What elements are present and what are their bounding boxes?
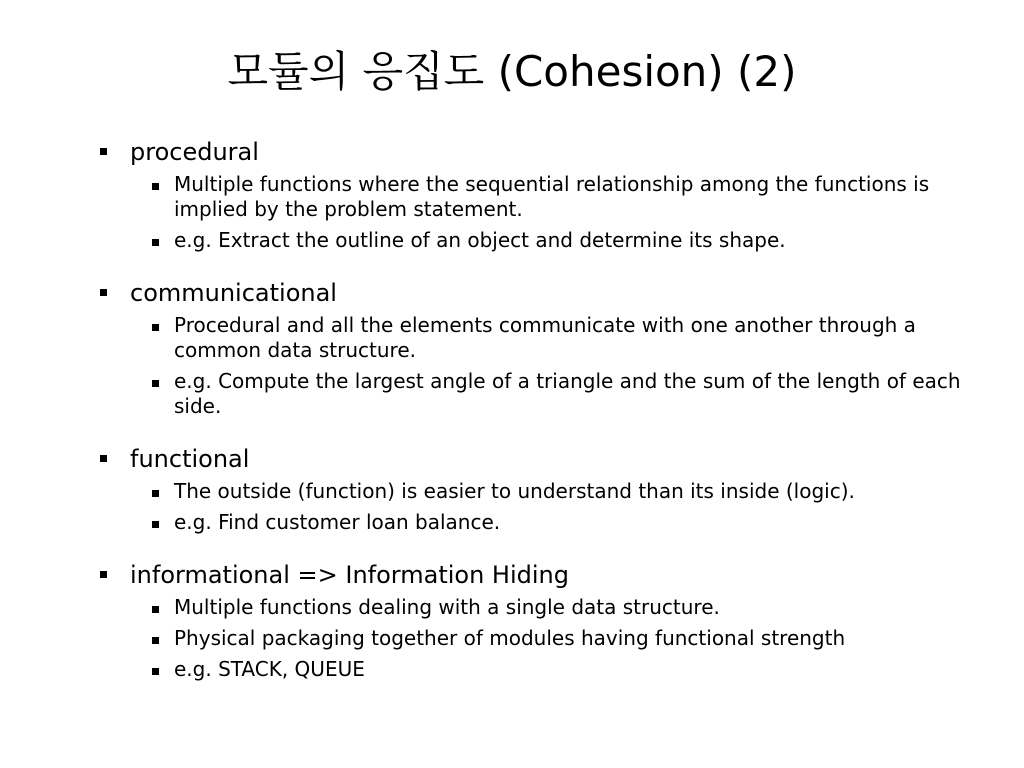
sub-item — [96, 310, 1006, 366]
sub-item — [96, 507, 1006, 538]
square-bullet-icon — [152, 324, 159, 331]
section-heading-text: informational => Information Hiding — [130, 561, 569, 589]
section-heading-text: functional — [130, 445, 250, 473]
slide-content — [96, 135, 1006, 705]
sub-list — [96, 310, 1006, 422]
sub-list — [96, 592, 1006, 685]
sub-item-text: e.g. Find customer loan balance. — [174, 510, 501, 534]
square-bullet-icon — [152, 380, 159, 387]
square-bullet-icon — [152, 490, 159, 497]
section-informational — [96, 558, 1006, 685]
sub-item-text: Multiple functions dealing with a single data structure. — [174, 595, 720, 619]
sub-item — [96, 623, 1006, 654]
sub-list — [96, 476, 1006, 538]
sub-item-text: e.g. Extract the outline of an object and determine its shape. — [174, 228, 786, 252]
section-heading — [96, 276, 1006, 310]
section-communicational — [96, 276, 1006, 422]
sub-item-text: Physical packaging together of modules having functional strength — [174, 626, 846, 650]
square-bullet-icon — [152, 239, 159, 246]
sub-item — [96, 592, 1006, 623]
square-bullet-icon — [100, 289, 107, 296]
sub-item-text: The outside (function) is easier to understand than its inside (logic). — [174, 479, 855, 503]
section-heading — [96, 135, 1006, 169]
sub-item — [96, 169, 1006, 225]
square-bullet-icon — [152, 668, 159, 675]
square-bullet-icon — [152, 183, 159, 190]
square-bullet-icon — [152, 606, 159, 613]
sub-item — [96, 476, 1006, 507]
section-heading — [96, 442, 1006, 476]
section-functional — [96, 442, 1006, 538]
square-bullet-icon — [100, 571, 107, 578]
sub-list — [96, 169, 1006, 256]
section-heading-text: communicational — [130, 279, 337, 307]
square-bullet-icon — [152, 521, 159, 528]
section-heading-text: procedural — [130, 138, 259, 166]
sub-item — [96, 225, 1006, 256]
sub-item — [96, 366, 1006, 422]
sub-item-text: Multiple functions where the sequential relationship among the functions is implied by the problem statement. — [174, 172, 930, 221]
sub-item — [96, 654, 1006, 685]
sub-item-text: Procedural and all the elements communicate with one another through a common data structure. — [174, 313, 916, 362]
section-procedural — [96, 135, 1006, 256]
square-bullet-icon — [100, 148, 107, 155]
sub-item-text: e.g. Compute the largest angle of a triangle and the sum of the length of each side. — [174, 369, 961, 418]
square-bullet-icon — [152, 637, 159, 644]
section-heading — [96, 558, 1006, 592]
sub-item-text: e.g. STACK, QUEUE — [174, 657, 365, 681]
slide-title: 모듈의 응집도 (Cohesion) (2) — [227, 47, 797, 96]
square-bullet-icon — [100, 455, 107, 462]
